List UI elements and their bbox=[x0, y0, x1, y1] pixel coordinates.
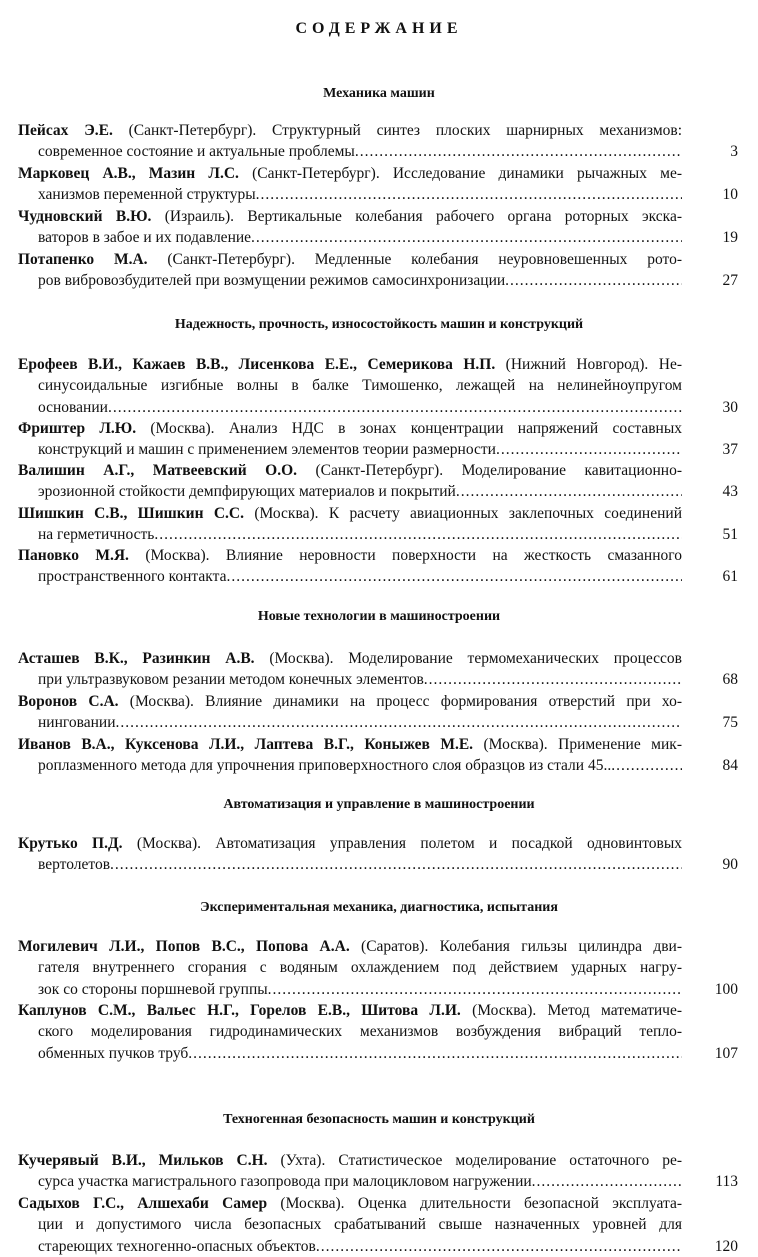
dot-leader bbox=[188, 1043, 682, 1064]
page-number: 90 bbox=[722, 856, 738, 874]
dot-leader bbox=[611, 755, 682, 776]
toc-entry bbox=[18, 936, 758, 1000]
entry-authors: Марковец А.В., Мазин Л.С. bbox=[18, 165, 239, 182]
dot-leader bbox=[355, 141, 682, 162]
section-heading: Механика машин bbox=[323, 86, 435, 101]
entry-authors: Садыхов Г.С., Алшехаби Самер bbox=[18, 1195, 268, 1212]
dot-leader bbox=[456, 481, 682, 502]
dot-leader bbox=[424, 669, 682, 690]
entry-authors: Валишин А.Г., Матвеевский О.О. bbox=[18, 462, 297, 479]
entry-authors: Потапенко М.А. bbox=[18, 251, 148, 268]
entry-title-line: (Санкт-Петербург). Структурный синтез плоских шарнирных механизмов: bbox=[112, 122, 682, 139]
entry-title-line: (Ухта). Статистическое моделирование остаточного ре- bbox=[267, 1152, 682, 1169]
entry-title-line: эрозионной стойкости демпфирующих материалов и покрытий bbox=[38, 483, 456, 501]
entry-authors: Пановко М.Я. bbox=[18, 547, 129, 564]
entry-title-line: (Нижний Новгород). Не- bbox=[495, 356, 682, 373]
page-number: 120 bbox=[714, 1237, 738, 1255]
dot-leader bbox=[226, 566, 682, 587]
entry-authors: Иванов В.А., Куксенова Л.И., Лаптева В.Г., Коныжев М.Е. bbox=[18, 736, 474, 753]
toc-entry bbox=[18, 1193, 758, 1257]
dot-leader bbox=[251, 227, 682, 248]
toc-entry bbox=[18, 691, 758, 734]
entry-authors: Фриштер Л.Ю. bbox=[18, 420, 137, 437]
entry-authors: Асташев В.К., Разинкин А.В. bbox=[18, 650, 255, 667]
dot-leader bbox=[268, 979, 682, 1000]
page-number: 113 bbox=[715, 1173, 738, 1191]
entry-title-line: основании bbox=[38, 398, 108, 416]
entry-authors: Воронов С.А. bbox=[18, 693, 119, 710]
toc-entry bbox=[18, 1150, 758, 1193]
entry-title-line: (Москва). К расчету авиационных заклепочных соединений bbox=[244, 505, 682, 522]
entry-title-line: ров вибровозбудителей при возмущении режимов самосинхронизации bbox=[38, 272, 506, 290]
toc-entry bbox=[18, 1000, 758, 1064]
toc-entry bbox=[18, 833, 758, 876]
page-number: 10 bbox=[722, 186, 738, 204]
toc-entry bbox=[18, 418, 758, 461]
entry-title-line: (Москва). Влияние динамики на процесс формирования отверстий при хо- bbox=[118, 693, 682, 710]
entry-title-line: стареющих техногенно-опасных объектов bbox=[38, 1237, 316, 1255]
section-heading: Надежность, прочность, износостойкость машин и конструкций bbox=[174, 317, 584, 332]
section-heading: Техногенная безопасность машин и конструкций bbox=[223, 1112, 535, 1127]
entry-authors: Чудновский В.Ю. bbox=[18, 208, 152, 225]
page-number: 3 bbox=[730, 143, 738, 161]
entry-authors: Ерофеев В.И., Кажаев В.В., Лисенкова Е.Е., Семерикова Н.П. bbox=[18, 356, 496, 373]
entry-title-line: нинговании bbox=[38, 714, 116, 732]
toc-entry bbox=[18, 648, 758, 691]
toc-entry bbox=[18, 249, 758, 292]
page-number: 19 bbox=[722, 229, 738, 247]
entry-title-line: (Москва). Применение мик- bbox=[473, 736, 682, 753]
entry-authors: Каплунов С.М., Вальес Н.Г., Горелов Е.В., Шитова Л.И. bbox=[18, 1002, 461, 1019]
entry-title-line: вертолетов bbox=[38, 856, 111, 874]
entry-authors: Пейсах Э.Е. bbox=[18, 122, 113, 139]
entry-title-line: ханизмов переменной структуры bbox=[38, 186, 256, 204]
toc-entry bbox=[18, 206, 758, 249]
toc-entry bbox=[18, 503, 758, 546]
entry-authors: Шишкин С.В., Шишкин С.С. bbox=[18, 505, 244, 522]
page-number: 37 bbox=[722, 441, 738, 459]
entry-title-line: гателя внутреннего сгорания с водяным охлаждением под действием ударных нагру- bbox=[38, 959, 682, 977]
entry-title-line: (Израиль). Вертикальные колебания рабочего органа роторных экска- bbox=[151, 208, 682, 225]
dot-leader bbox=[110, 854, 682, 875]
entry-title-line: обменных пучков труб bbox=[38, 1044, 189, 1062]
page-number: 43 bbox=[722, 483, 738, 501]
entry-title-line: (Москва). Метод математиче- bbox=[460, 1002, 682, 1019]
section-heading: Автоматизация и управление в машиностроении bbox=[223, 797, 535, 812]
entry-title-line: ского моделирования гидродинамических механизмов возбуждения вибраций тепло- bbox=[38, 1023, 682, 1041]
entry-title-line: ции и допустимого числа безопасных срабатываний свыше назначенных уровней для bbox=[38, 1216, 682, 1234]
entry-title-line: зок со стороны поршневой группы bbox=[38, 980, 268, 998]
entry-title-line: синусоидальные изгибные волны в балке Тимошенко, лежащей на нелинейноупругом bbox=[38, 377, 682, 395]
entry-authors: Могилевич Л.И., Попов В.С., Попова А.А. bbox=[18, 938, 350, 955]
section-heading: Новые технологии в машиностроении bbox=[257, 609, 501, 624]
page-number: 68 bbox=[722, 671, 738, 689]
page-number: 27 bbox=[722, 272, 738, 290]
page-number: 51 bbox=[722, 526, 738, 544]
dot-leader bbox=[532, 1171, 682, 1192]
entry-title-line: (Москва). Моделирование термомеханических процессов bbox=[254, 650, 682, 667]
entry-title-line: ваторов в забое и их подавление bbox=[38, 229, 252, 247]
toc-entry bbox=[18, 460, 758, 503]
page-number: 100 bbox=[714, 980, 738, 998]
page-number: 75 bbox=[722, 714, 738, 732]
toc-entry bbox=[18, 120, 758, 163]
dot-leader bbox=[316, 1236, 682, 1257]
entry-title-line: (Москва). Влияние неровности поверхности на жесткость смазанного bbox=[128, 547, 682, 564]
entry-title-line: (Москва). Оценка длительности безопасной эксплуата- bbox=[267, 1195, 682, 1212]
dot-leader bbox=[256, 184, 682, 205]
dot-leader bbox=[505, 270, 682, 291]
entry-title-line: при ультразвуковом резании методом конечных элементов bbox=[38, 671, 424, 689]
entry-title-line: на герметичность bbox=[38, 526, 155, 544]
entry-title-line: пространственного контакта bbox=[38, 568, 227, 586]
dot-leader bbox=[108, 397, 682, 418]
dot-leader bbox=[154, 524, 682, 545]
toc-entry bbox=[18, 734, 758, 777]
dot-leader bbox=[496, 439, 682, 460]
page-number: 30 bbox=[722, 398, 738, 416]
entry-title-line: (Саратов). Колебания гильзы цилиндра дви- bbox=[349, 938, 682, 955]
entry-title-line: конструкций и машин с применением элементов теории размерности bbox=[38, 441, 496, 459]
page-number: 107 bbox=[714, 1044, 738, 1062]
page-title: СОДЕРЖАНИЕ bbox=[295, 20, 463, 37]
page-number: 84 bbox=[722, 757, 738, 775]
toc-entry bbox=[18, 163, 758, 206]
entry-title-line: (Санкт-Петербург). Медленные колебания неуровновешенных рото- bbox=[147, 251, 683, 268]
entry-authors: Крутько П.Д. bbox=[18, 835, 123, 852]
dot-leader bbox=[116, 712, 683, 733]
entry-title-line: сурса участка магистрального газопровода при малоцикловом нагружении bbox=[38, 1173, 532, 1191]
entry-title-line: (Москва). Анализ НДС в зонах концентрации напряжений составных bbox=[136, 420, 682, 437]
entry-title-line: (Санкт-Петербург). Моделирование кавитационно- bbox=[297, 462, 682, 479]
toc-entry bbox=[18, 354, 758, 418]
entry-title-line: роплазменного метода для упрочнения приповерхностного слоя образцов из стали 45.. bbox=[38, 757, 612, 775]
entry-title-line: (Москва). Автоматизация управления полетом и посадкой одновинтовых bbox=[122, 835, 682, 852]
entry-title-line: (Санкт-Петербург). Исследование динамики рычажных ме- bbox=[238, 165, 682, 182]
entry-title-line: современное состояние и актуальные проблемы bbox=[38, 143, 355, 161]
page-number: 61 bbox=[722, 568, 738, 586]
toc-entry bbox=[18, 545, 758, 588]
entry-authors: Кучерявый В.И., Мильков С.Н. bbox=[18, 1152, 268, 1169]
section-heading: Экспериментальная механика, диагностика, испытания bbox=[200, 900, 558, 915]
